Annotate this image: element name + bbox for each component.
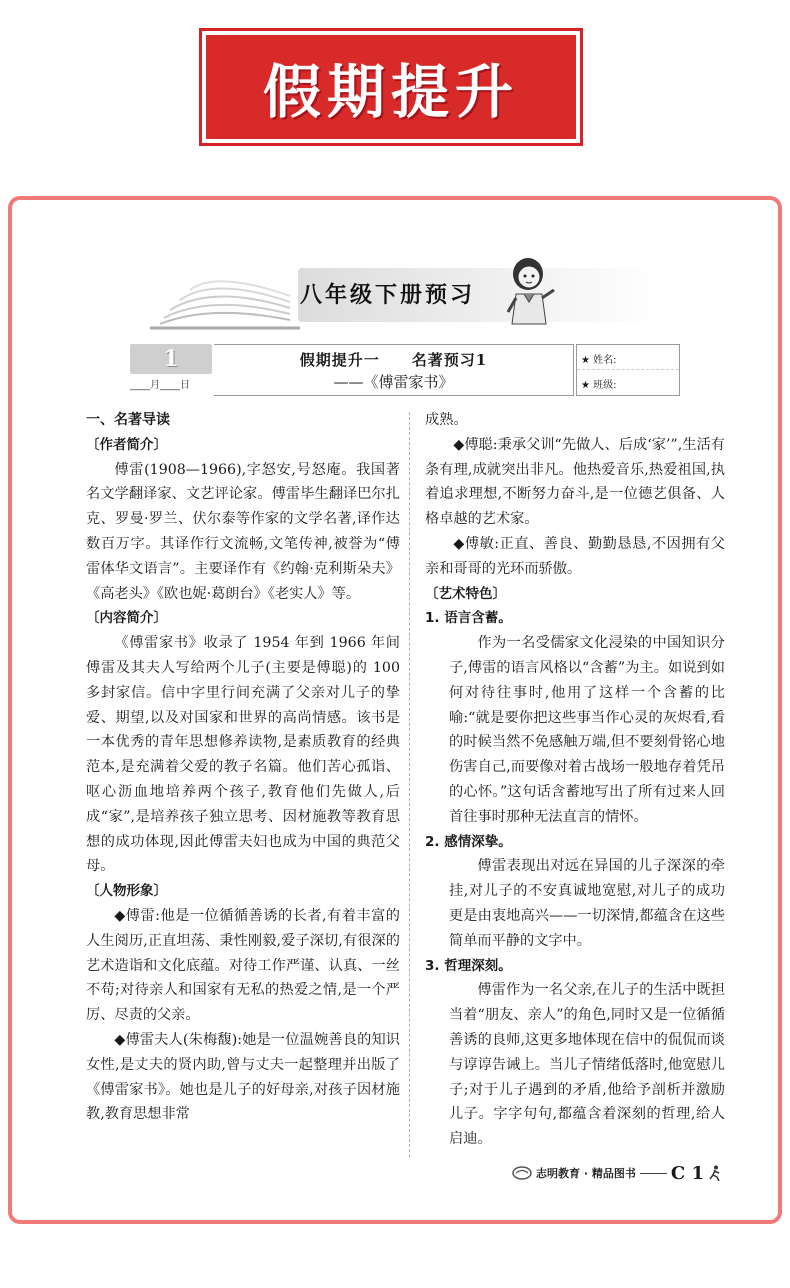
art-feature-1-text: 作为一名受儒家文化浸染的中国知识分子,傅雷的语言风格以“含蓄”为主。如说到如何对待往事时,他用了这样一个含蓄的比喻:“就是要你把这些事当作心灵的灰烬看,看的时候当然不免感触万端,但不要刻骨铭心地伤害自己,而要像对着古战场一般地存着凭吊的心怀。”这句话含蓄地写出了所有过来人回首往事时那种无法直言的情怀。	[449, 635, 725, 825]
lesson-number-box	[130, 344, 212, 374]
lesson-title-box	[214, 344, 574, 396]
left-column	[86, 408, 400, 1127]
banner-background	[206, 35, 576, 139]
lesson-title: 假期提升一 名著预习1	[299, 351, 488, 369]
name-field[interactable]: ★ 姓名:	[577, 345, 679, 370]
banner-title: 假期提升	[262, 58, 519, 126]
open-book-icon	[150, 254, 300, 334]
class-field[interactable]: ★ 班级:	[581, 380, 617, 391]
art-feature-2-text: 傅雷表现出对远在异国的儿子深深的牵挂,对儿子的不安真诚地宽慰,对儿子的成功更是由衷地高兴——一切深情,都蕴含在这些简单而平静的文字中。	[449, 858, 725, 949]
runner-icon	[708, 1165, 722, 1181]
right-column	[425, 408, 725, 1152]
lesson-subtitle: ——《傅雷家书》	[333, 373, 454, 391]
art-feature-3-title: 3. 哲理深刻。	[425, 957, 512, 974]
page-footer	[512, 1162, 722, 1184]
section-header	[150, 254, 650, 334]
author-intro-text: 傅雷(1908—1966),字怒安,号怒庵。我国著名文学翻译家、文艺评论家。傅雷毕生翻译巴尔扎克、罗曼·罗兰、伏尔泰等作家的文学名著,译作达数百万字。其译作行文流畅,文笔传神,被誉为“傅雷体华文语言”。主要译作有《约翰·克利斯朵夫》《高老头》《欧也妮·葛朗台》《老实人》等。	[86, 461, 400, 602]
reading-guide-heading: 一、名著导读	[86, 412, 170, 428]
student-info-box	[576, 344, 680, 396]
section-title: 八年级下册预习	[300, 283, 476, 308]
page-number: C 1	[670, 1162, 704, 1184]
character-zhu-meifu-end: 成熟。	[425, 412, 468, 428]
art-feature-1-title: 1. 语言含蓄。	[425, 610, 512, 627]
art-feature-2-title: 2. 感情深挚。	[425, 833, 512, 850]
character-zhu-meifu: ◆傅雷夫人(朱梅馥):她是一位温婉善良的知识女性,是丈夫的贤内助,曾与丈夫一起整理并出版了《傅雷家书》。她也是儿子的好母亲,对孩子因材施教,教育思想非常	[86, 1031, 400, 1123]
character-fu-lei: ◆傅雷:他是一位循循善诱的长者,有着丰富的人生阅历,正直坦荡、秉性刚毅,爱子深切,有很深的艺术造诣和文化底蕴。对待工作严谨、认真、一丝不苟;对待亲人和国家有无私的热爱之情,是一个严厉、尽责的父亲。	[86, 907, 400, 1024]
character-fu-cong: ◆傅聪:秉承父训“先做人、后成‘家’”,生活有条有理,成就突出非凡。他热爱音乐,热爱祖国,执着追求理想,不断努力奋斗,是一位德艺俱备、人格卓越的艺术家。	[425, 436, 725, 528]
footer-rule	[640, 1173, 667, 1174]
character-fu-min: ◆傅敏:正直、善良、勤勤恳恳,不因拥有父亲和哥哥的光环而骄傲。	[425, 535, 725, 577]
girl-illustration-icon	[500, 254, 560, 332]
art-features-title: 〔艺术特色〕	[425, 585, 506, 602]
lesson-number: 1	[163, 346, 179, 372]
content-intro-text: 《傅雷家书》收录了 1954 年到 1966 年间傅雷及其夫人写给两个儿子(主要是傅聪)的 100 多封家信。信中字里行间充满了父亲对儿子的挚爱、期望,以及对国家和世界的高尚情感。该书是一本优秀的青年思想修养读物,是素质教育的经典范本,是充满着父爱的教子名篇。他们苦心孤诣、呕心沥血地培养两个孩子,教育他们先做人,后成“家”,是培养孩子独立思考、因材施教等教育思想的成功体现,因此傅雷夫妇也成为中国的典范父母。	[86, 635, 400, 875]
footer-brand: 志明教育 · 精品图书	[536, 1167, 636, 1180]
content-intro-title: 〔内容简介〕	[86, 610, 167, 627]
characters-title: 〔人物形象〕	[86, 883, 167, 900]
brand-logo-icon	[512, 1166, 532, 1180]
column-divider	[409, 412, 410, 1157]
lesson-date: ____月____日	[130, 380, 190, 391]
lesson-bar	[130, 344, 680, 396]
author-intro-title: 〔作者简介〕	[86, 436, 167, 453]
art-feature-3-text: 傅雷作为一名父亲,在儿子的生活中既担当着“朋友、亲人”的角色,同时又是一位循循善诱的良师,这更多地体现在信中的侃侃而谈与谆谆告诫上。当儿子情绪低落时,他宽慰儿子;对于儿子遇到的矛盾,他给予剖析并激励儿子。字字句句,都蕴含着深刻的哲理,给人启迪。	[449, 982, 725, 1148]
header-banner	[199, 28, 583, 146]
